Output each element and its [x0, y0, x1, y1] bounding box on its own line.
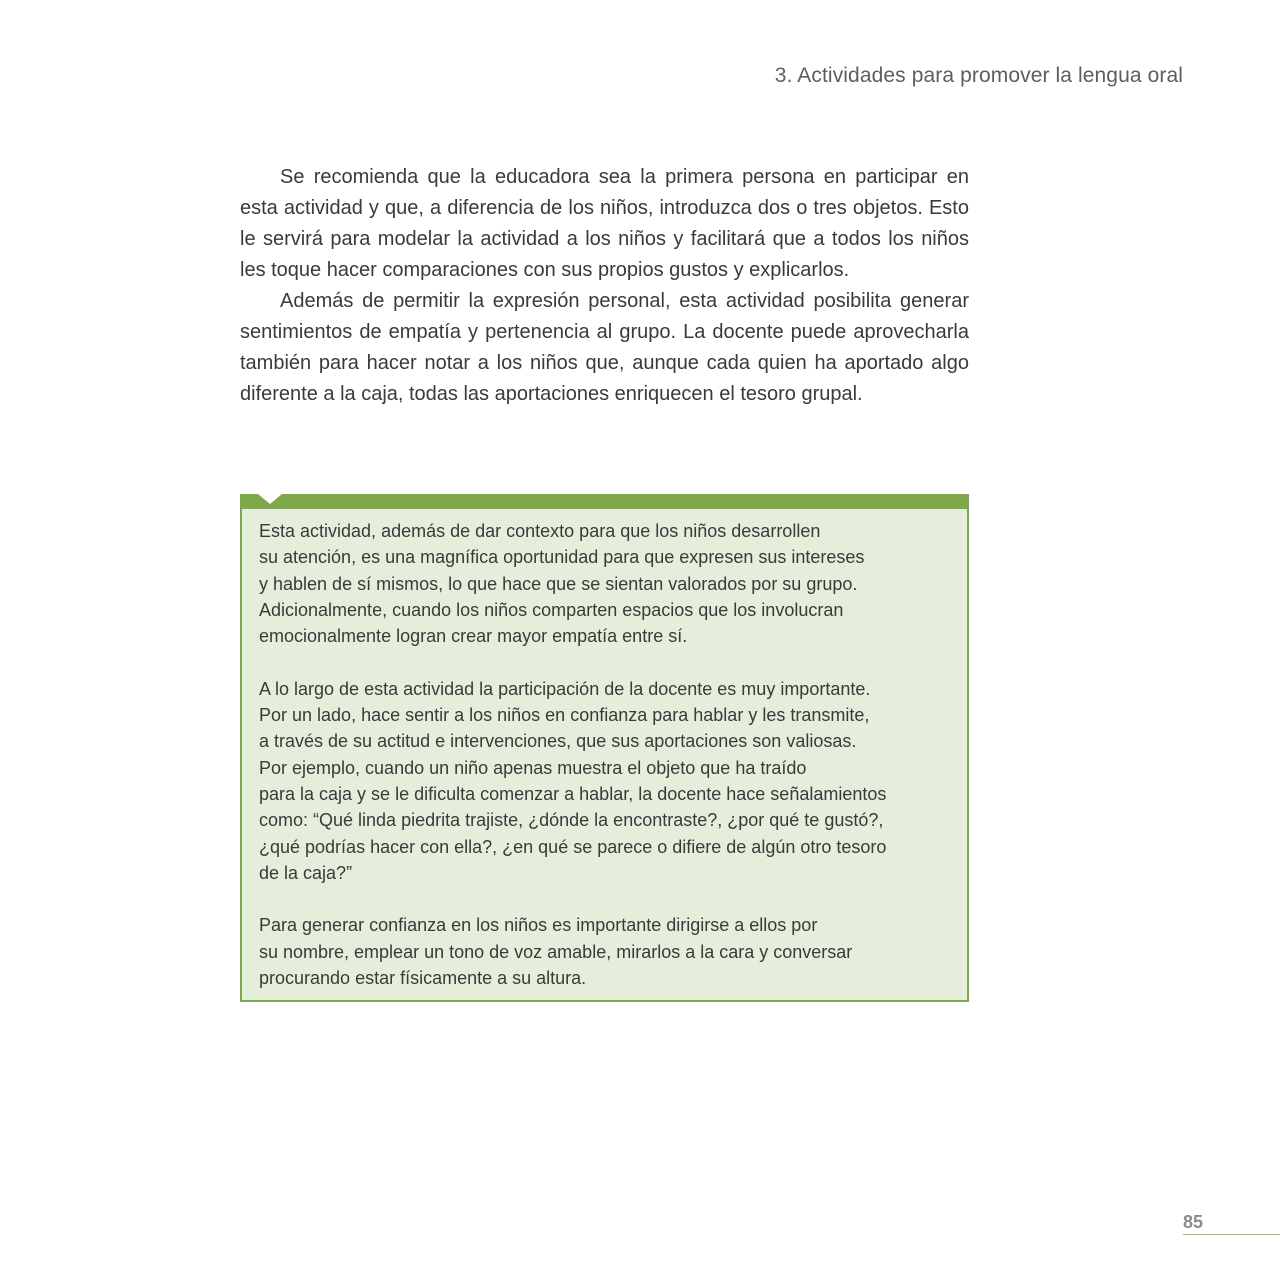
note-paragraph-3: Para generar confianza en los niños es importante dirigirse a ellos por su nombre, emplear un tono de voz amable, mirarlos a la cara y conversar procurando estar físicamente a su altura. — [259, 915, 853, 989]
body-paragraph-2: Además de permitir la expresión personal, esta actividad posibilita generar sentimientos de empatía y pertenencia al grupo. La docente puede aprovecharla también para hacer notar a los niños que, aunque cada quien ha aportado algo diferente a la caja, todas las aportaciones enriquecen el tesoro grupal. — [240, 290, 969, 405]
page-number-rule — [1183, 1234, 1280, 1235]
body-text — [240, 162, 969, 410]
running-header: 3. Actividades para promover la lengua oral — [774, 64, 1183, 87]
note-box-notch — [258, 494, 282, 504]
note-paragraph-1: Esta actividad, además de dar contexto para que los niños desarrollen su atención, es una magnífica oportunidad para que expresen sus intereses y hablen de sí mismos, lo que hace que se sientan valorados por su grupo. Adicionalmente, cuando los niños comparten espacios que los involucran emocionalmente logran crear mayor empatía entre sí. — [259, 521, 865, 647]
note-paragraph-2: A lo largo de esta actividad la participación de la docente es muy importante. Por un lado, hace sentir a los niños en confianza para hablar y les transmite, a través de su actitud e intervenciones, que sus aportaciones son valiosas. Por ejemplo, cuando un niño apenas muestra el objeto que ha traído para la caja y se le dificulta comenzar a hablar, la docente hace señalamientos como: “Qué linda piedrita trajiste, ¿dónde la encontraste?, ¿por qué te gustó?, ¿qué podrías hacer con ella?, ¿en qué se parece o difiere de algún otro tesoro de la caja?” — [259, 678, 887, 883]
note-box — [240, 494, 969, 1002]
note-box-content — [259, 518, 959, 991]
note-box-top-bar — [240, 494, 969, 509]
page-number: 85 — [1183, 1212, 1204, 1232]
body-paragraph-1: Se recomienda que la educadora sea la primera persona en participar en esta actividad y que, a diferencia de los niños, introduzca dos o tres objetos. Esto le servirá para modelar la actividad a los niños y facilitará que a todos los niños les toque hacer comparaciones con sus propios gustos y explicarlos. — [240, 166, 969, 281]
